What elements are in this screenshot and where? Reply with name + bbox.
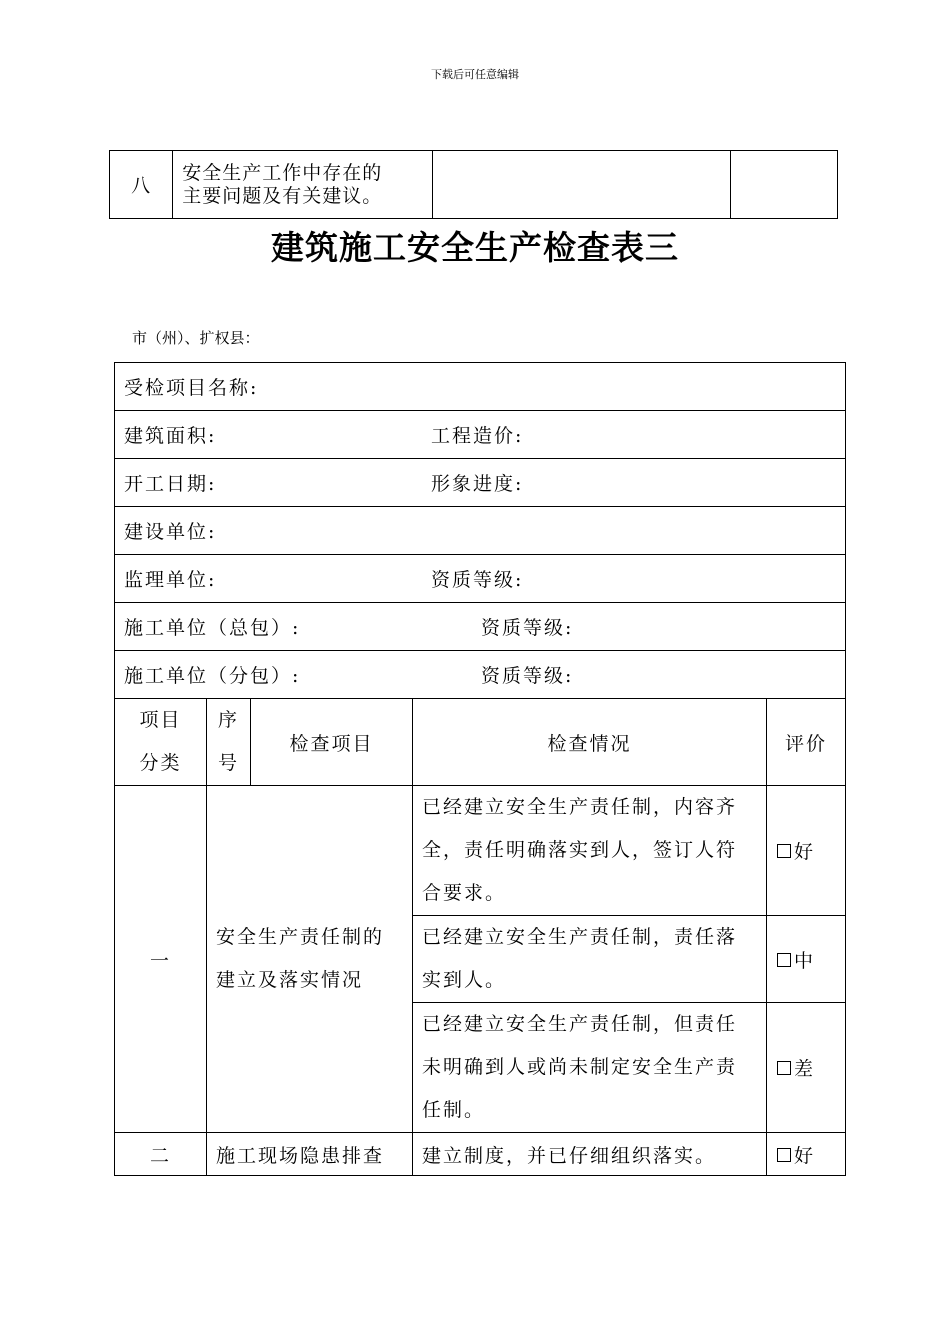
checkbox-icon[interactable] — [777, 953, 791, 967]
region-label: 市（州）、扩权县： — [132, 329, 260, 347]
supervisor-row — [115, 555, 846, 603]
status-cell — [413, 786, 767, 916]
header-category — [115, 699, 207, 786]
section-category: 一 — [115, 786, 207, 1133]
table-row — [115, 1133, 846, 1176]
prev-content — [432, 151, 730, 219]
header-category-line-2: 分类 — [139, 752, 182, 774]
header-seq-line-2: 号 — [217, 752, 239, 774]
rating-label: 差 — [794, 1058, 816, 1080]
section-item-line-2: 建立及落实情况 — [216, 969, 364, 991]
rating-label: 好 — [794, 1144, 816, 1167]
previous-table — [109, 150, 838, 219]
rating-cell — [767, 916, 846, 1003]
status-cell — [413, 916, 767, 1003]
cost-label: 工程造价: — [431, 425, 524, 447]
status-line: 任制。 — [422, 1099, 486, 1121]
area-label: 建筑面积: — [124, 425, 217, 447]
section-category: 二 — [115, 1133, 207, 1176]
status-line: 未明确到人或尚未制定安全生产责 — [422, 1056, 738, 1078]
status-line: 已经建立安全生产责任制，责任落 — [422, 926, 738, 948]
status-cell — [413, 1003, 767, 1133]
supervisor-grade-label: 资质等级: — [431, 569, 524, 591]
header-eval: 评价 — [767, 699, 846, 786]
date-progress-row — [115, 459, 846, 507]
status-line: 合要求。 — [422, 882, 507, 904]
general-contractor-label: 施工单位（总包）: — [124, 617, 301, 639]
rating-label: 中 — [794, 949, 816, 972]
general-grade-label: 资质等级: — [481, 617, 574, 639]
supervisor-label: 监理单位: — [124, 569, 217, 591]
header-seq-line-1: 序 — [217, 709, 239, 731]
project-name-cell: 受检项目名称: — [115, 363, 846, 411]
checkbox-icon[interactable] — [777, 1061, 791, 1075]
section-item — [207, 786, 413, 1133]
status-line: 全，责任明确落实到人，签订人符 — [422, 839, 738, 861]
sub-contractor-row — [115, 651, 846, 699]
checkbox-icon[interactable] — [777, 1148, 791, 1162]
start-date-label: 开工日期: — [124, 473, 217, 495]
rating-label: 好 — [794, 841, 816, 863]
area-cost-row — [115, 411, 846, 459]
rating-cell — [767, 1003, 846, 1133]
prev-item-line-2: 主要问题及有关建议。 — [182, 184, 383, 207]
header-seq — [207, 699, 251, 786]
prev-index: 八 — [110, 151, 173, 219]
general-contractor-row — [115, 603, 846, 651]
rating-cell — [767, 786, 846, 916]
header-note: 下载后可任意编辑 — [431, 68, 519, 81]
page-title: 建筑施工安全生产检查表三 — [271, 228, 679, 267]
status-line: 已经建立安全生产责任制，内容齐 — [422, 796, 738, 818]
header-status: 检查情况 — [413, 699, 767, 786]
checkbox-icon[interactable] — [777, 844, 791, 858]
header-category-line-1: 项目 — [139, 709, 182, 731]
section-item: 施工现场隐患排查 — [207, 1133, 413, 1176]
prev-item — [173, 151, 432, 219]
prev-item-line-1: 安全生产工作中存在的 — [182, 161, 383, 184]
prev-eval — [730, 151, 837, 219]
section-item-line-1: 安全生产责任制的 — [216, 926, 385, 948]
rating-cell — [767, 1133, 846, 1176]
status-cell: 建立制度，并已仔细组织落实。 — [413, 1133, 767, 1176]
builder-cell: 建设单位: — [115, 507, 846, 555]
sub-grade-label: 资质等级: — [481, 665, 574, 687]
status-line: 已经建立安全生产责任制，但责任 — [422, 1013, 738, 1035]
table-row — [115, 786, 846, 916]
progress-label: 形象进度: — [431, 473, 524, 495]
header-item: 检查项目 — [251, 699, 413, 786]
sub-contractor-label: 施工单位（分包）: — [124, 665, 301, 687]
status-line: 实到人。 — [422, 969, 507, 991]
inspection-table — [114, 362, 846, 1176]
